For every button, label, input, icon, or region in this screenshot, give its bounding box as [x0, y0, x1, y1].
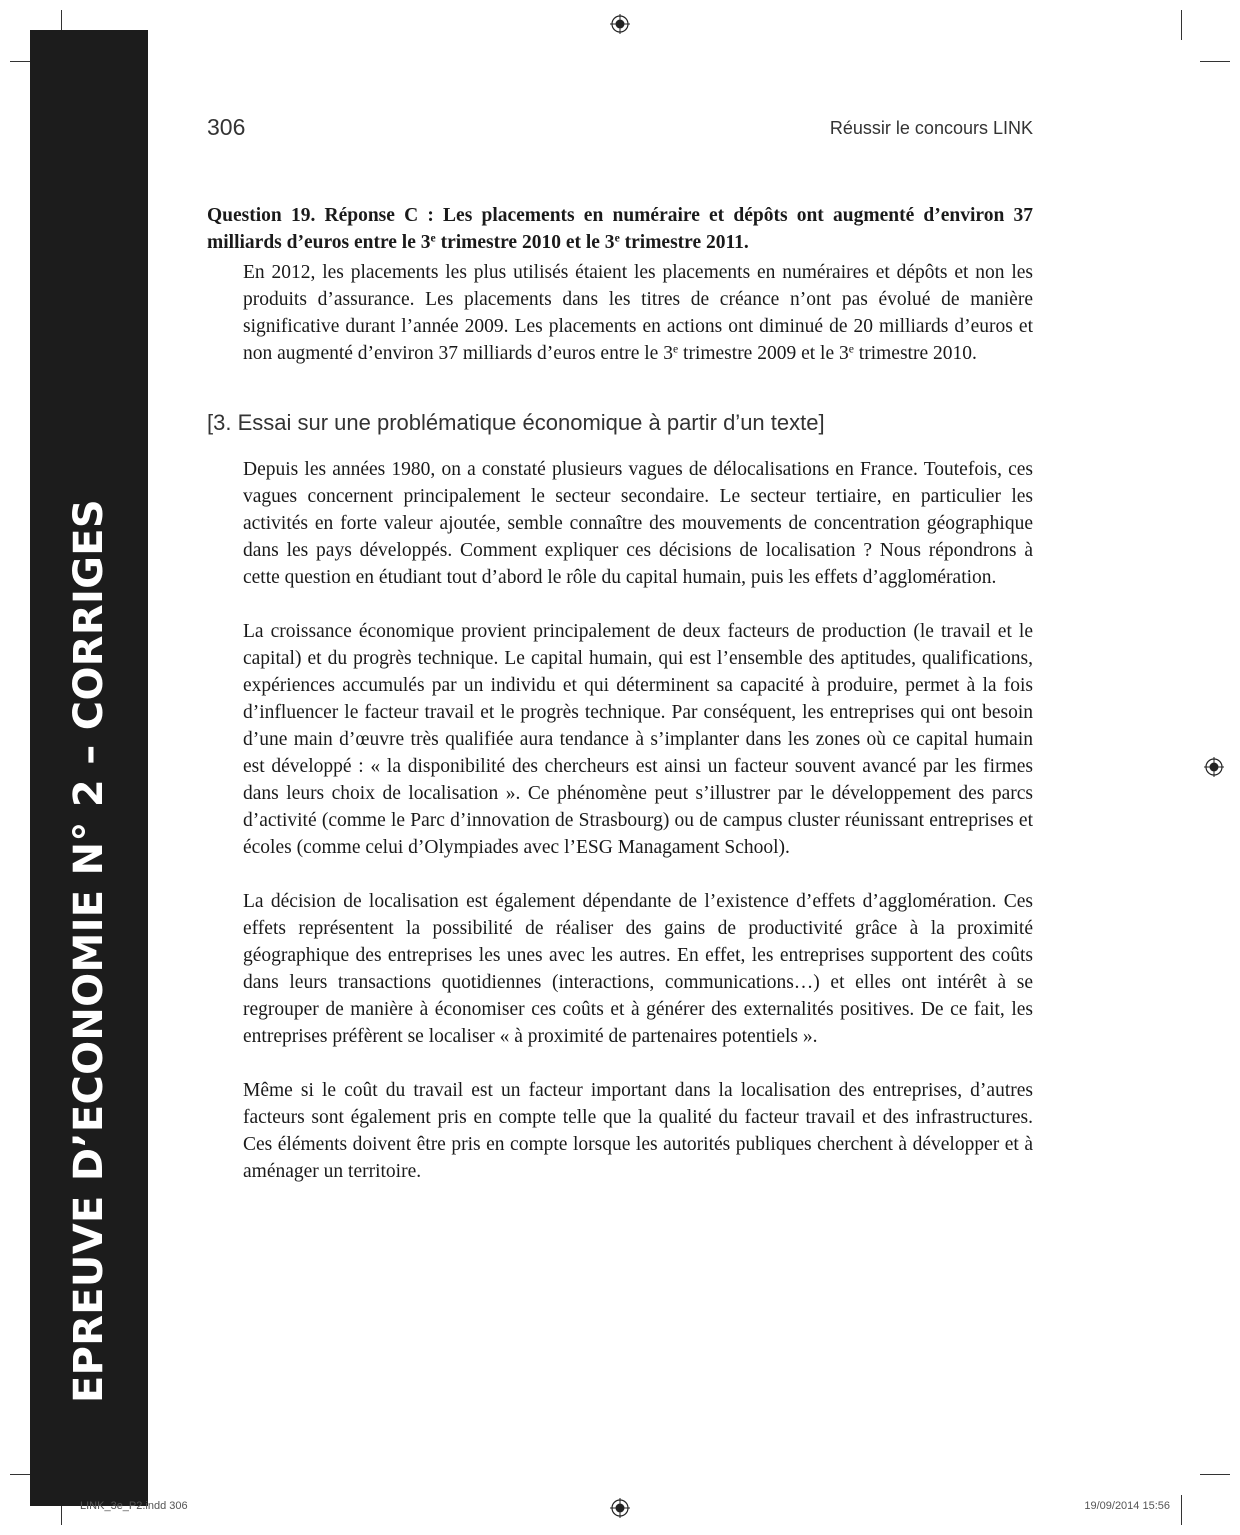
- footer-datetime: 19/09/2014 15:56: [1084, 1500, 1170, 1512]
- registration-mark-icon: [1204, 757, 1224, 777]
- essay-paragraph: Même si le coût du travail est un facteur important dans la localisation des entreprises, d’autres facteurs sont également pris en compte telle que la qualité du facteur travail et des infrastructures. Ces éléments doivent être pris en compte lorsque les autorités publiques cherchent à développer et à aménager un territoire.: [243, 1080, 1033, 1182]
- question-title: Question 19. Réponse C : Les placements en numéraire et dépôts ont augmenté d’environ 37 milliards d’euros entre le 3e trimestre 2010 et le 3e trimestre 2011.: [207, 205, 1033, 253]
- essay-paragraph: La décision de localisation est également dépendante de l’existence d’effets d’agglomération. Ces effets représentent la possibilité de réaliser des gains de productivité grâce à la proximité géographique des entreprises les unes avec les autres. En effet, les entreprises supportent des coûts dans leurs transactions quotidiennes (interactions, communications…) et elles ont intérêt à se regrouper de manière à économiser ces coûts et à générer des externalités positives. De ce fait, les entreprises préfèrent se localiser « à proximité de partenaires potentiels ».: [243, 891, 1033, 1047]
- sidebar-title: EPREUVE D’ECONOMIE N° 2 – CORRIGES: [66, 498, 112, 1404]
- crop-mark: [1181, 10, 1182, 40]
- page-content: [207, 202, 1033, 1185]
- running-title: Réussir le concours LINK: [829, 118, 1033, 138]
- section-heading: [3. Essai sur une problématique économique à partir d’un texte]: [207, 410, 825, 435]
- essay-paragraph: Depuis les années 1980, on a constaté plusieurs vagues de délocalisations en France. Toutefois, ces vagues concernent principalement le secteur secondaire. Le secteur tertiaire, en particulier les activités en forte valeur ajoutée, semble connaître des mouvements de concentration géographique dans les pays développés. Comment expliquer ces décisions de localisation ? Nous répondrons à cette question en étudiant tout d’abord le rôle du capital humain, puis les effets d’agglomération.: [243, 459, 1033, 588]
- registration-mark-icon: [610, 1498, 630, 1518]
- footer-file-slug: LINK_3e_P2.indd 306: [80, 1500, 188, 1512]
- registration-mark-icon: [610, 14, 630, 34]
- crop-mark: [1200, 61, 1230, 62]
- question-answer-paragraph: En 2012, les placements les plus utilisés étaient les placements en numéraires et dépôts et non les produits d’assurance. Les placements dans les titres de créance n’ont pas évolué de manière significative durant l’année 2009. Les placements en actions ont diminué de 20 milliards d’euros et non augmenté d’environ 37 milliards d’euros entre le 3e trimestre 2009 et le 3e trimestre 2010.: [243, 262, 1033, 364]
- essay-paragraph: La croissance économique provient principalement de deux facteurs de production (le travail et le capital) et du progrès technique. Le capital humain, qui est l’ensemble des aptitudes, qualifications, expériences accumulés par un individu et qui déterminent sa capacité à produire, permet à la fois d’influencer le facteur travail et le progrès technique. Par conséquent, les entreprises qui ont besoin d’une main d’œuvre très qualifiée aura tendance à s’implanter dans les zones où ce capital humain est développé : « la disponibilité des chercheurs est ainsi un facteur souvent avancé par les firmes dans leurs choix de localisation ». Ce phénomène peut s’illustrer par le développement des parcs d’activité (comme le Parc d’innovation de Strasbourg) ou de campus cluster réunissant entreprises et écoles (comme celui d’Olympiades avec l’ESG Managament School).: [243, 621, 1033, 858]
- page-number: 306: [207, 114, 246, 140]
- crop-mark: [1181, 1495, 1182, 1525]
- crop-mark: [1200, 1474, 1230, 1475]
